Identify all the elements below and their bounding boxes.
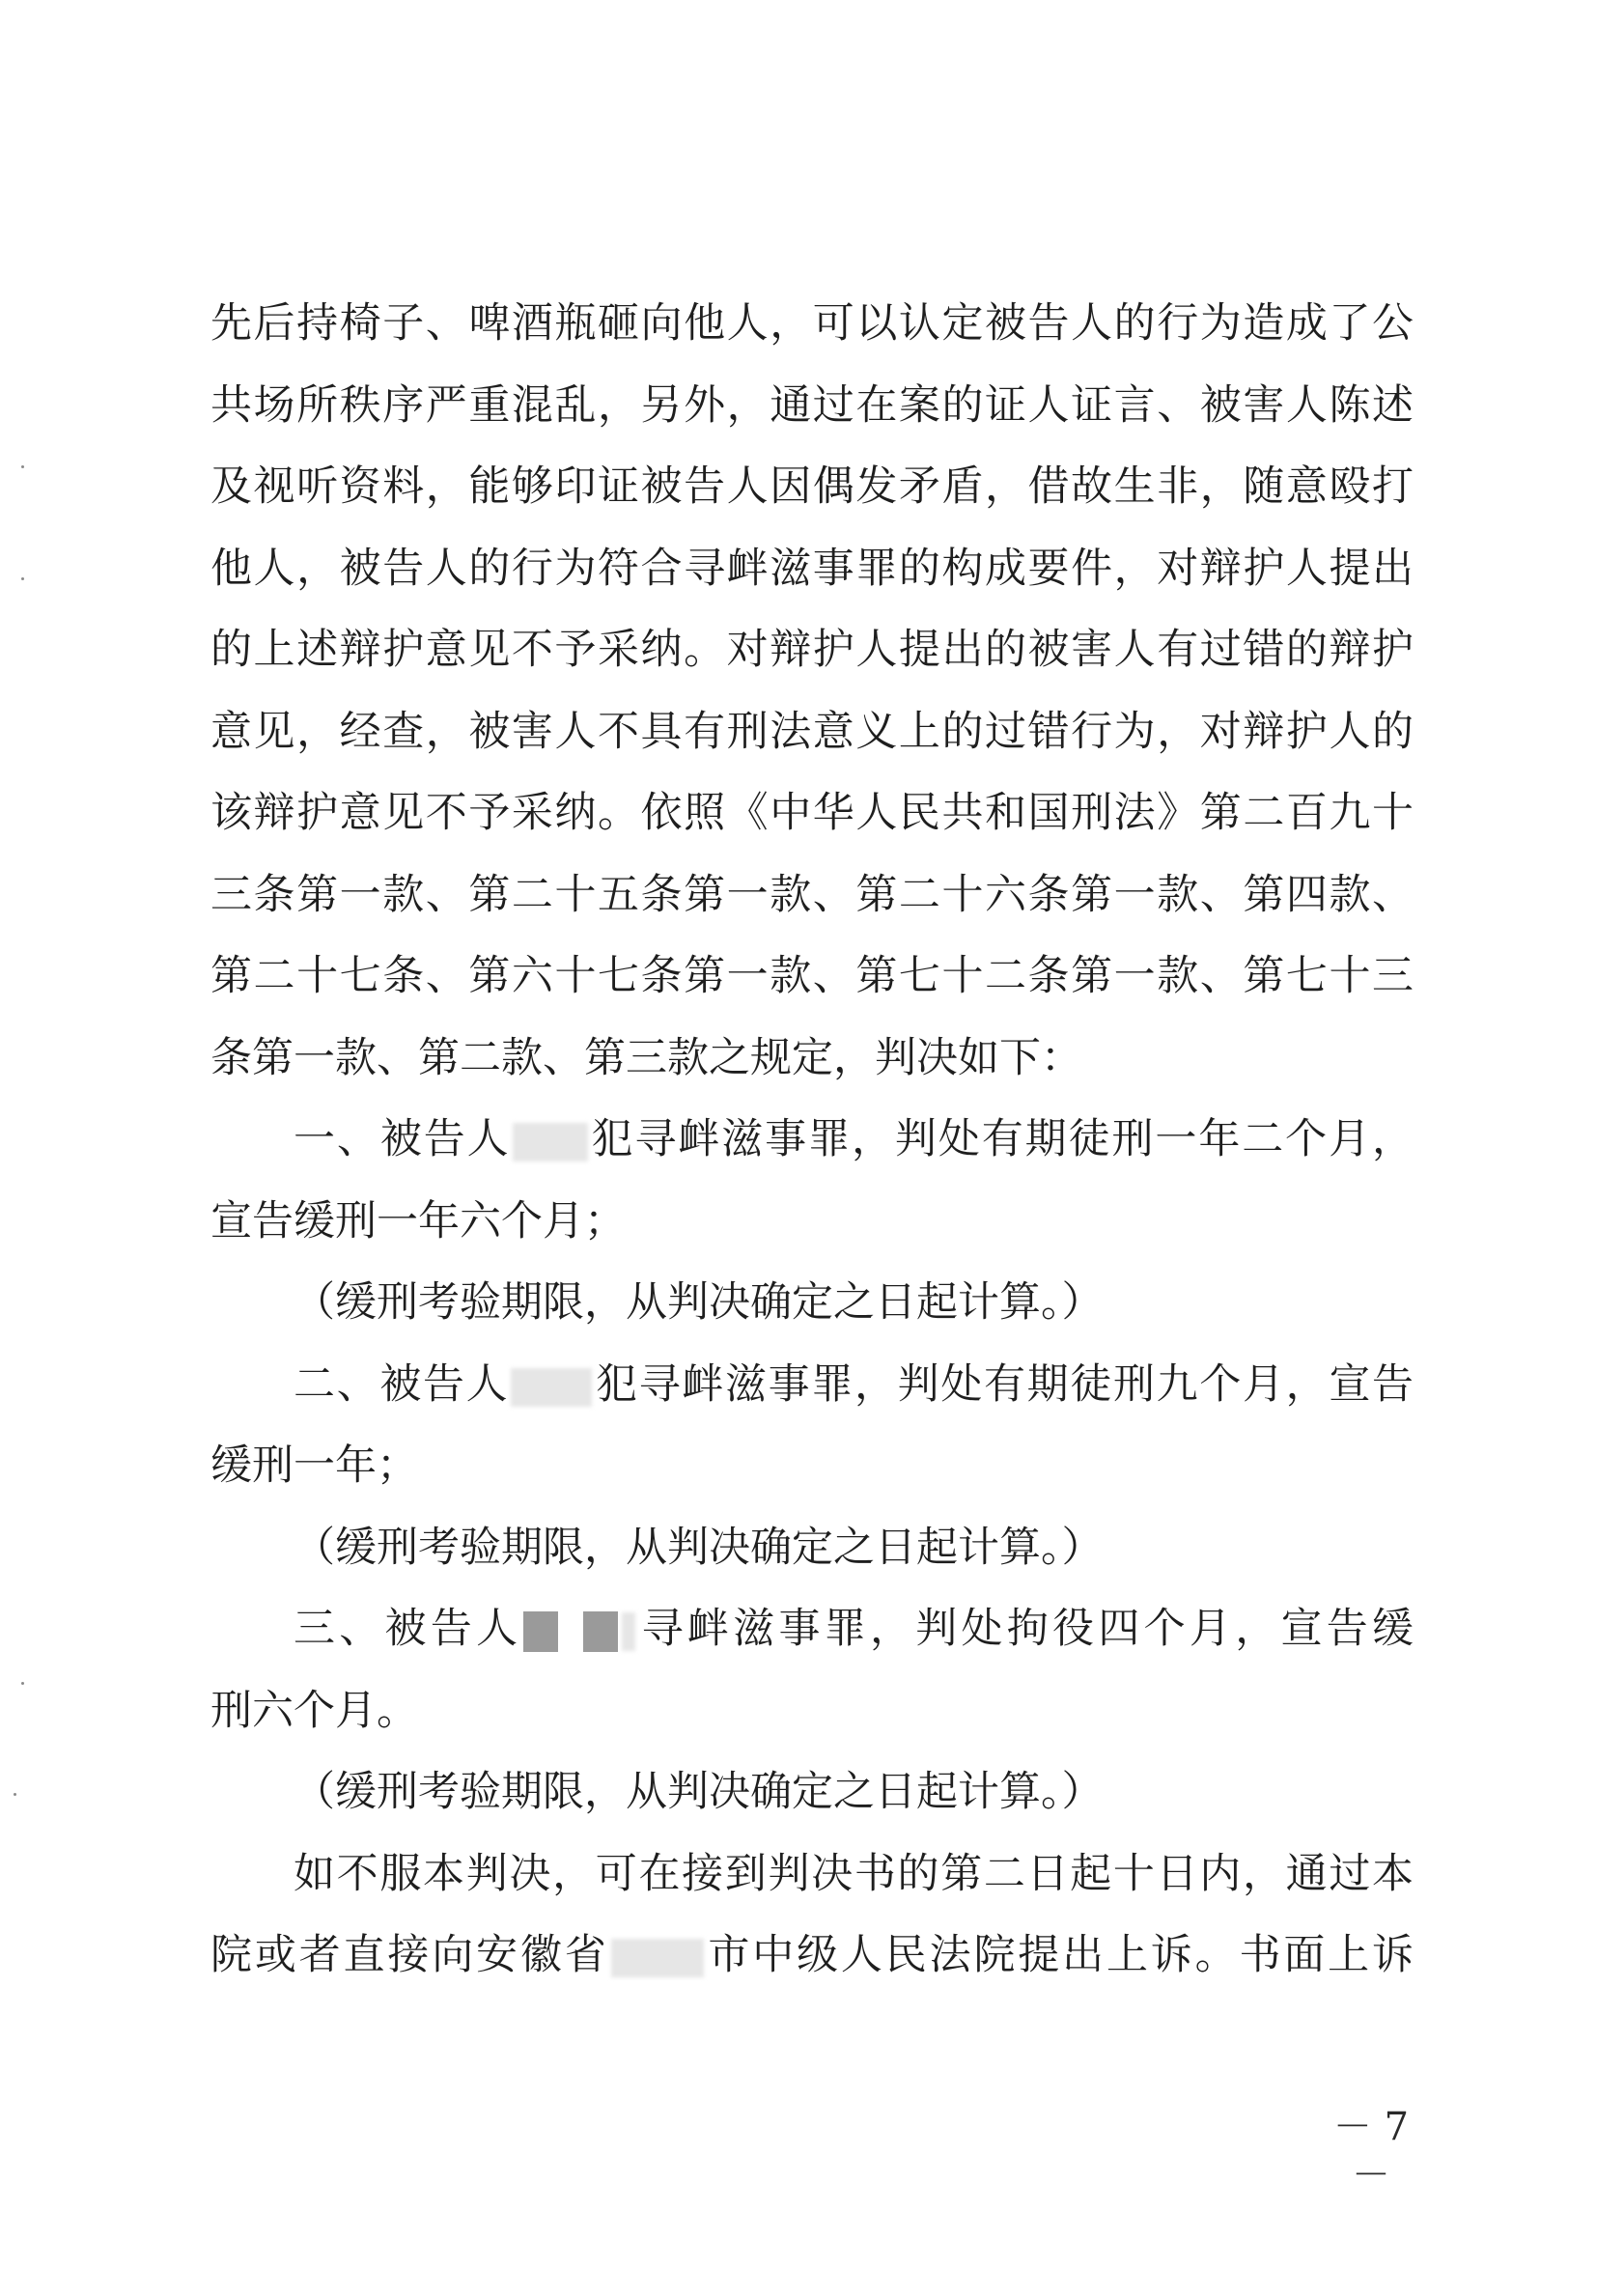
body-line-10: 条第一款、第二款、第三款之规定，判决如下： xyxy=(210,1034,1082,1082)
verdict-item-2-text: 犯寻衅滋事罪，判处有期徒刑九个月，宣告 xyxy=(594,1360,1414,1409)
redaction-block xyxy=(513,1123,588,1161)
redaction-block xyxy=(523,1611,558,1652)
body-line-12: 宣告缓刑一年六个月； xyxy=(210,1197,626,1245)
redaction-gap xyxy=(562,1612,579,1651)
scan-mark xyxy=(21,465,24,468)
redaction-block xyxy=(622,1612,635,1651)
redaction-block xyxy=(583,1611,618,1652)
body-line-2: 共场所秩序严重混乱，另外，通过在案的证人证言、被害人陈述 xyxy=(210,381,1414,430)
redaction-block xyxy=(611,1939,704,1977)
body-line-1: 先后持椅子、啤酒瓶砸向他人，可以认定被告人的行为造成了公 xyxy=(210,299,1414,348)
body-line-9: 第二十七条、第六十七条第一款、第七十二条第一款、第七十三 xyxy=(210,952,1414,1000)
scan-mark xyxy=(21,1682,24,1685)
body-line-15: 缓刑一年； xyxy=(210,1441,418,1490)
verdict-item-2-prefix: 二、被告人 xyxy=(294,1360,510,1409)
page-number: － 7 － xyxy=(1332,2105,1410,2197)
verdict-item-1-text: 犯寻衅滋事罪，判处有期徒刑一年二个月， xyxy=(589,1115,1414,1163)
body-line-8: 三条第一款、第二十五条第一款、第二十六条第一款、第四款、 xyxy=(210,871,1414,919)
probation-note-3: （缓刑考验期限，从判决确定之日起计算。） xyxy=(294,1768,1104,1816)
scan-mark xyxy=(14,1793,16,1796)
verdict-item-1 xyxy=(294,1110,1414,1168)
probation-note-1: （缓刑考验期限，从判决确定之日起计算。） xyxy=(294,1278,1104,1327)
probation-note-2: （缓刑考验期限，从判决确定之日起计算。） xyxy=(294,1524,1104,1572)
body-line-4: 他人，被告人的行为符合寻衅滋事罪的构成要件，对辩护人提出 xyxy=(210,545,1414,593)
appeal-line-2-text: 市中级人民法院提出上诉。书面上诉 xyxy=(705,1931,1414,1979)
body-line-3: 及视听资料，能够印证被告人因偶发矛盾，借故生非，随意殴打 xyxy=(210,462,1414,511)
verdict-item-3 xyxy=(294,1600,1414,1658)
scan-mark xyxy=(21,577,24,580)
verdict-item-2 xyxy=(294,1356,1414,1413)
verdict-item-1-prefix: 一、被告人 xyxy=(294,1115,511,1163)
body-line-18: 刑六个月。 xyxy=(210,1687,418,1735)
appeal-line-2 xyxy=(210,1926,1414,1984)
redaction-block xyxy=(511,1368,592,1407)
body-line-5: 的上述辩护意见不予采纳。对辩护人提出的被害人有过错的辩护 xyxy=(210,626,1414,674)
body-line-7: 该辩护意见不予采纳。依照《中华人民共和国刑法》第二百九十 xyxy=(210,789,1414,837)
verdict-item-3-text: 寻衅滋事罪，判处拘役四个月，宣告缓 xyxy=(637,1605,1414,1653)
verdict-item-3-prefix: 三、被告人 xyxy=(294,1605,522,1653)
appeal-line-2-prefix: 院或者直接向安徽省 xyxy=(210,1931,609,1979)
appeal-line-1: 如不服本判决，可在接到判决书的第二日起十日内，通过本 xyxy=(294,1850,1414,1898)
body-line-6: 意见，经查，被害人不具有刑法意义上的过错行为，对辩护人的 xyxy=(210,708,1414,756)
